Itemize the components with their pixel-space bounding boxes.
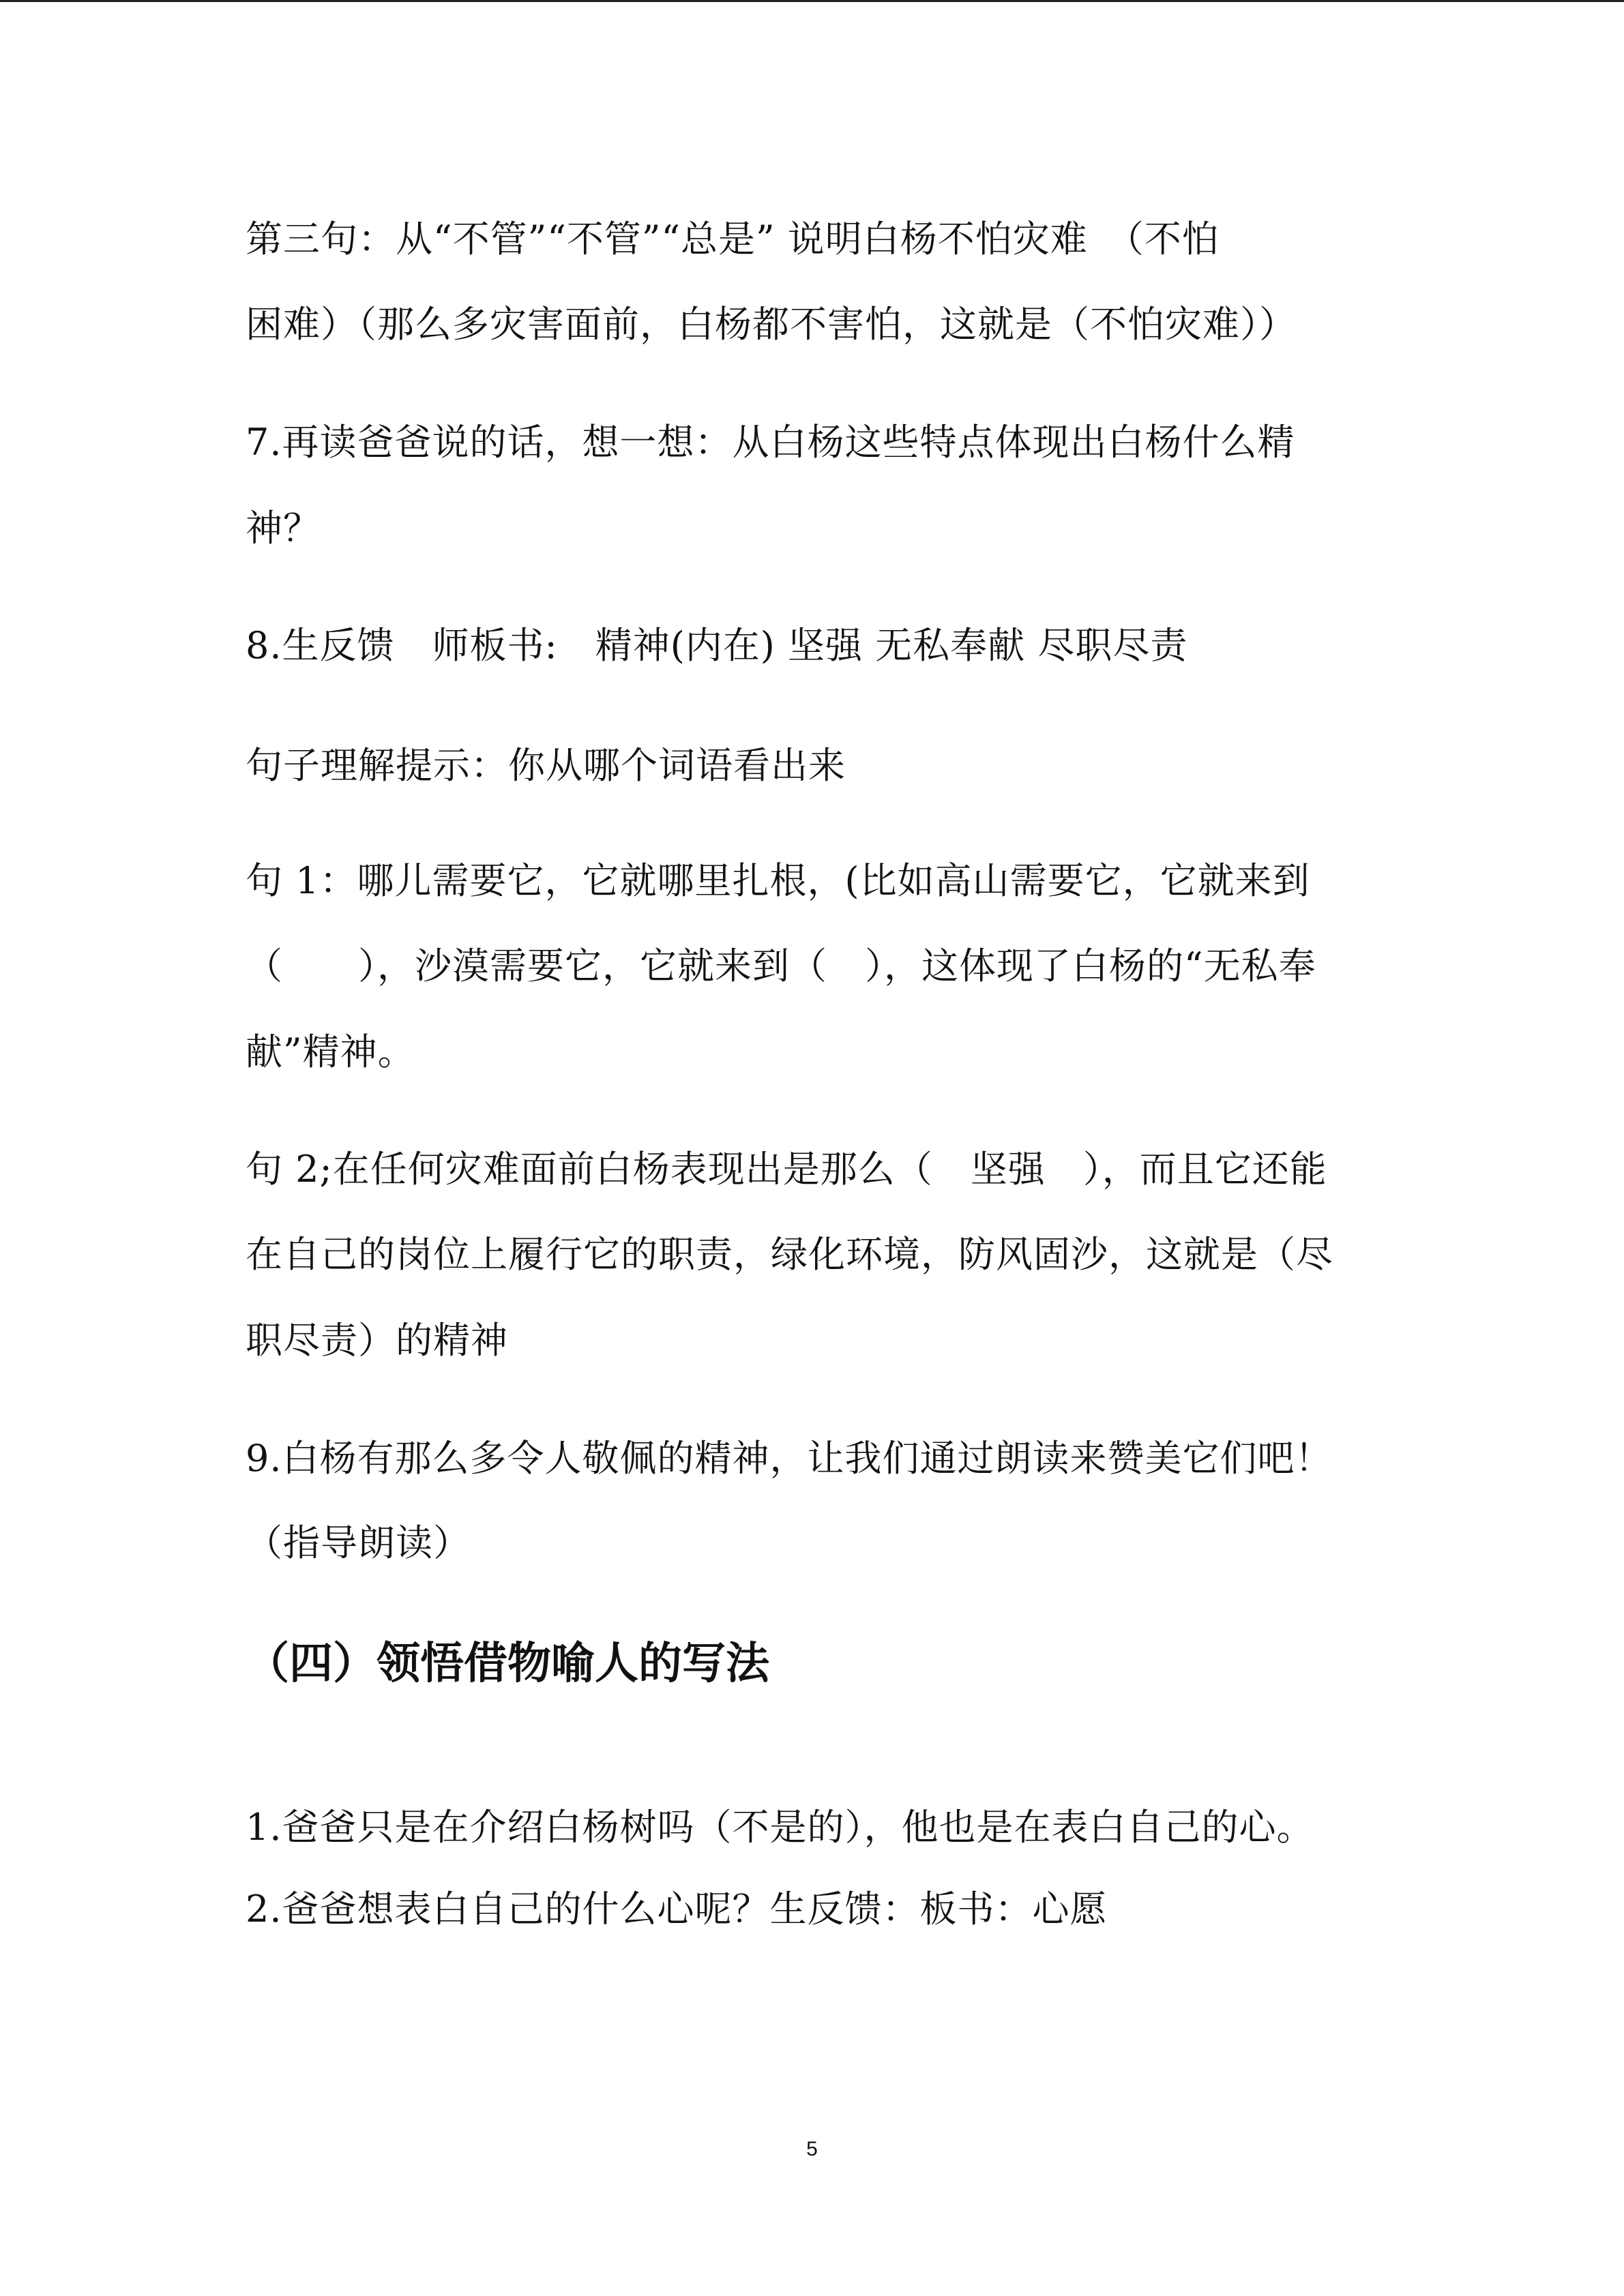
paragraph-line: （指导朗读） (246, 1521, 471, 1564)
paragraph-line: 9.白杨有那么多令人敬佩的精神，让我们通过朗读来赞美它们吧！ (246, 1437, 1333, 1480)
document-page (246, 0, 1378, 2296)
paragraph-line: （ ），沙漠需要它，它就来到（ ），这体现了白杨的“无私奉 (246, 944, 1316, 987)
paragraph-line: 句 1：哪儿需要它，它就哪里扎根，(比如高山需要它，它就来到 (246, 859, 1310, 902)
paragraph-line: 7.再读爸爸说的话，想一想：从白杨这些特点体现出白杨什么精 (246, 421, 1295, 464)
paragraph-line: 在自己的岗位上履行它的职责，绿化环境，防风固沙，这就是（尽 (246, 1233, 1333, 1276)
paragraph-line: 句子理解提示：你从哪个词语看出来 (246, 744, 846, 787)
paragraph-line: 8.生反馈 师板书: 精神(内在) 坚强 无私奉献 尽职尽责 (246, 624, 1188, 667)
paragraph-line: 神？ (246, 507, 321, 550)
paragraph-line: 困难）（那么多灾害面前，白杨都不害怕，这就是（不怕灾难）） (246, 303, 1297, 346)
paragraph-line: 1.爸爸只是在介绍白杨树吗（不是的），他也是在表白自己的心。 (246, 1806, 1314, 1849)
section-heading: （四）领悟借物喻人的写法 (246, 1639, 769, 1689)
paragraph-line: 句 2;在任何灾难面前白杨表现出是那么（ 坚强 ），而且它还能 (246, 1148, 1327, 1191)
page-number: 5 (806, 2138, 818, 2160)
paragraph-line: 职尽责）的精神 (246, 1319, 508, 1362)
paragraph-line: 第三句：从“不管”“不管”“总是” 说明白杨不怕灾难 （不怕 (246, 218, 1220, 260)
paragraph-line: 献”精神。 (246, 1030, 415, 1073)
paragraph-line: 2.爸爸想表白自己的什么心呢？生反馈：板书：心愿 (246, 1888, 1108, 1930)
